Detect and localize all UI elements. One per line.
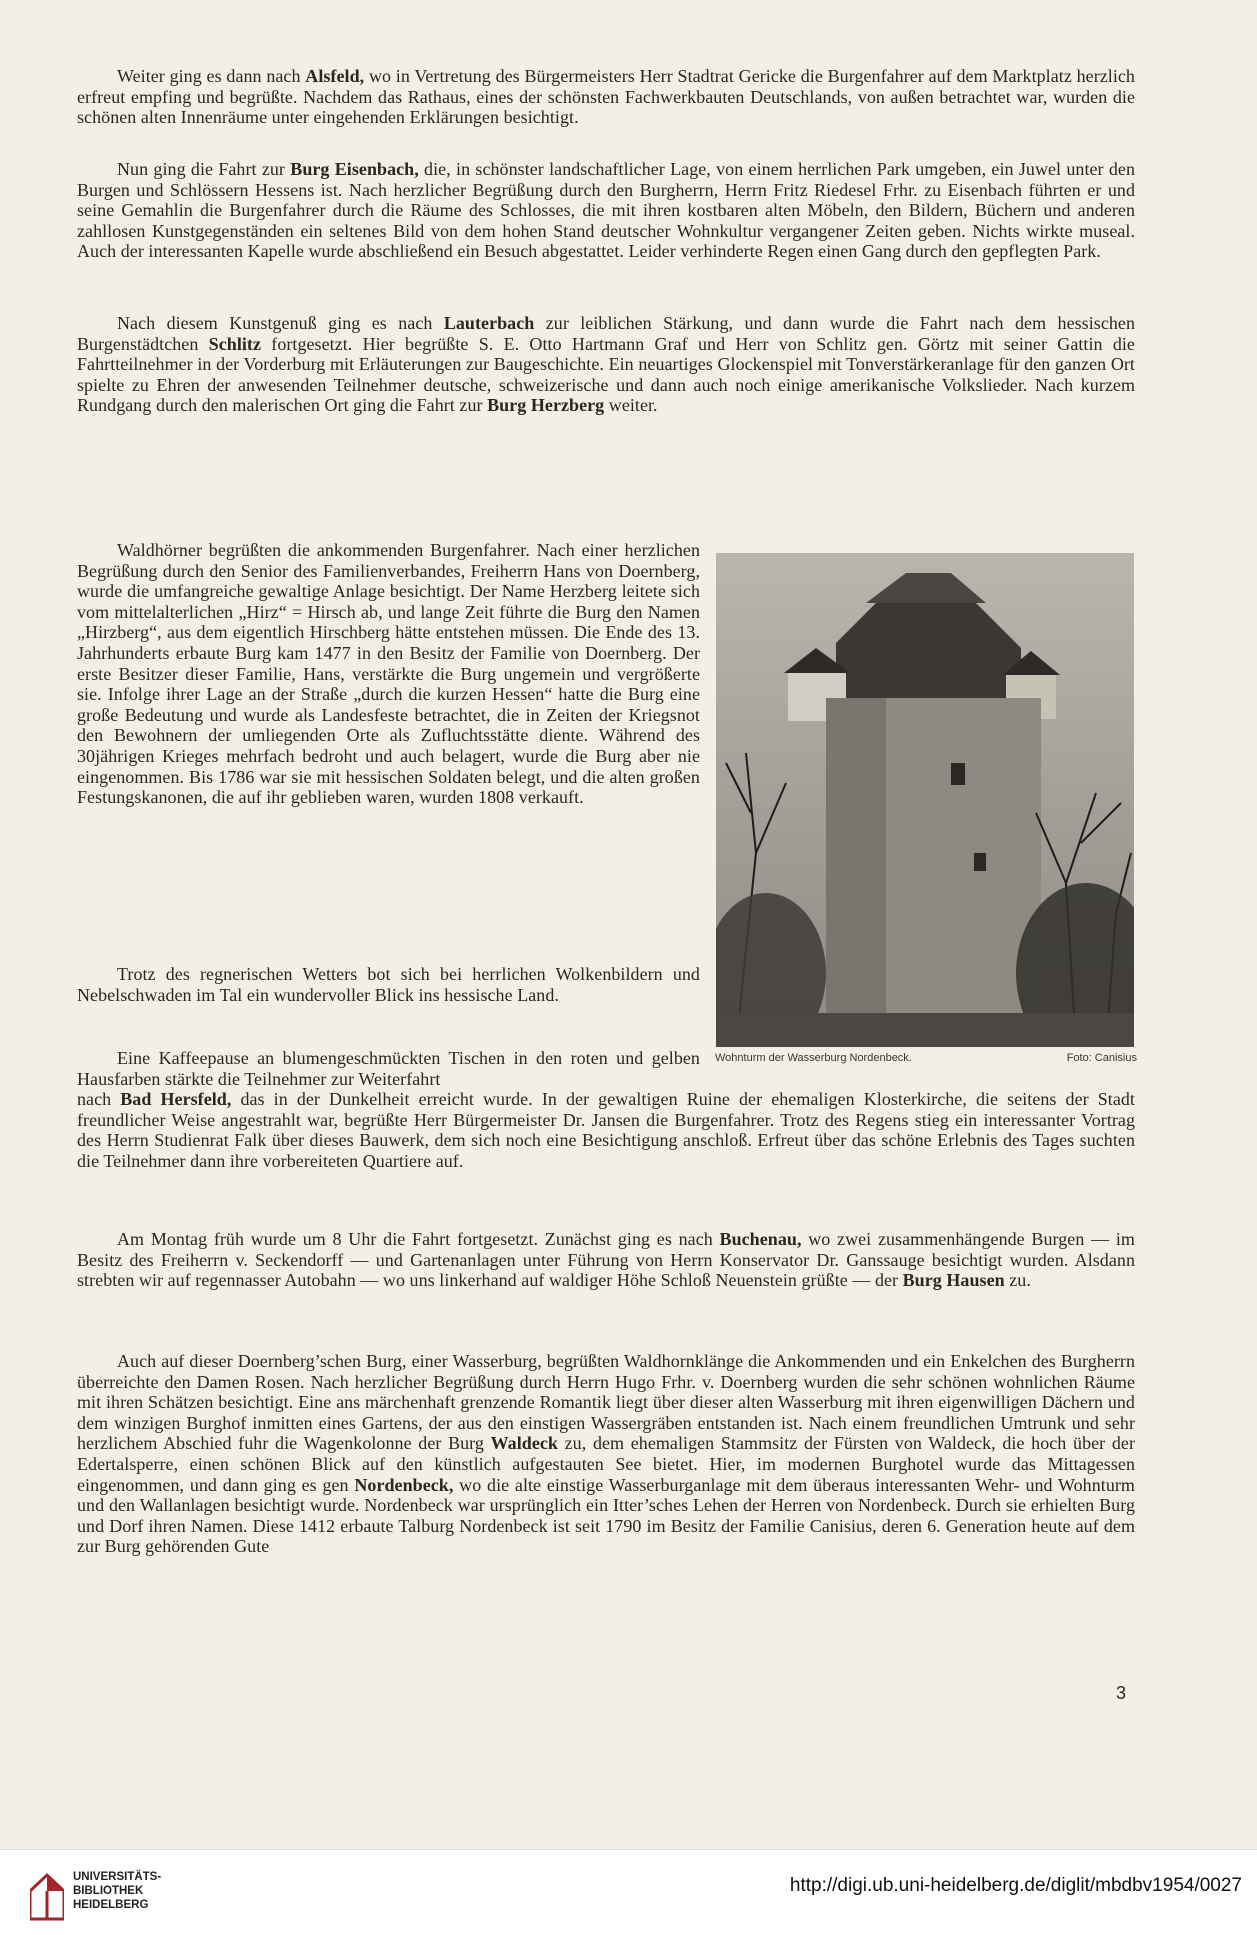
university-library-logo-icon[interactable] — [30, 1865, 64, 1921]
tower-photo-image — [716, 553, 1134, 1047]
text-run: wo in Vertretung des Bürgermeisters Herr Stadtrat Gericke die Burgenfahrer auf dem Marktplatz herzlich erfreut empfing und begrüßte. Nachdem das Rathaus, eines der schönsten Fachwerkbauten Deutschlands, von außen betrachtet war, wurden die schönen alten Innenräume unter eingehenden Erklärungen besichtigt. — [77, 66, 1135, 128]
text-run: weiter. — [604, 395, 658, 416]
paragraph-lauterbach-schlitz — [77, 313, 1135, 416]
footer-bar — [0, 1849, 1257, 1935]
place-name: Waldeck — [490, 1433, 558, 1454]
photo-caption — [715, 1052, 1137, 1064]
page-number: 3 — [1116, 1683, 1127, 1703]
text-run: die, in schönster landschaftlicher Lage, von einem herrlichen Park umgeben, ein Juwel unter den Burgen und Schlössern Hessens ist. Nach herzlicher Begrüßung durch den Burgherrn, Herrn Fritz Riedesel Frhr. zu Eisenbach führten er und seine Gemahlin die Burgenfahrer durch die Räume des Schlosses, die mit ihren kostbaren alten Möbeln, den Bildern, Büchern und anderen zahllosen Kunstgegenständen ein seltenes Bild von dem hohen Stand deutscher Wohnkultur vergangener Zeiten geben. Nichts wirkte museal. Auch der interessanten Kapelle wurde abschließend ein Besuch abgestattet. Leider verhinderte Regen einen Gang durch den gepflegten Park. — [77, 159, 1136, 262]
text-run: nach — [77, 1089, 121, 1109]
text-run: wo die alte einstige Wasserburganlage mit dem überaus interessanten Wehr- und Wohnturm und den Wallanlagen besichtigt wurde. Nordenbeck war ursprünglich ein Itter’sches Lehen der Herren von Nordenbeck. Durch sie erhielten Burg und Dorf ihren Namen. Diese 1412 erbaute Talburg Nordenbeck ist seit 1790 im Besitz der Familie Canisius, deren 6. Generation heute auf dem zur Burg gehörenden Gute — [77, 1474, 1135, 1557]
permalink-url[interactable]: http://digi.ub.uni-heidelberg.de/diglit/mbdbv1954/0027 — [789, 1875, 1242, 1896]
paragraph-kaffeepause-start: Eine Kaffeepause an blumengeschmückten Tischen in den roten und gelben Hausfarben stärkte die Teilnehmer zur Weiterfahrt — [77, 1048, 700, 1089]
paragraph-nordenbeck — [77, 1351, 1135, 1557]
paragraph-alsfeld — [77, 66, 1135, 128]
place-name: Burg Eisenbach, — [290, 159, 419, 179]
text-run: zu. — [1004, 1270, 1031, 1291]
caption-text: Wohnturm der Wasserburg Nordenbeck. — [715, 1052, 912, 1064]
text-run: Auch auf dieser Doernberg’schen Burg, einer Wasserburg, begrüßten Waldhornklänge die Ankommenden und ein Enkelchen des Burgherrn überreichte den Damen Rosen. Nach herzlicher Begrüßung durch Herrn Hugo Frhr. v. Doernberg wurden die sehr schönen wohnlichen Räume mit ihren Schätzen besichtigt. Eine ans märchenhaft grenzende Romantik liegt über dieser alten Wasserburg mit ihren eigenwilligen Dächern und dem winzigen Burghof inmitten eines Gartens, der aus den einstigen Wassergräben entstanden ist. Nach einem freundlichen Umtrunk und sehr herzlichem Abschied fuhr die Wagenkolonne der Burg — [77, 1351, 1135, 1454]
text-run: Am Montag früh wurde um 8 Uhr die Fahrt fortgesetzt. Zunächst ging es nach — [117, 1229, 720, 1249]
place-name: Schlitz — [208, 333, 262, 354]
text-run: Nach diesem Kunstgenuß ging es nach — [117, 313, 444, 333]
place-name: Burg Hausen — [902, 1270, 1005, 1291]
text-run: Nun ging die Fahrt zur — [117, 159, 291, 179]
text-run: zur leiblichen Stärkung, und dann wurde die Fahrt nach dem hessischen Burgenstädtchen — [77, 313, 1136, 354]
place-name: Lauterbach — [443, 313, 535, 333]
text-run: zu, dem ehemaligen Stammsitz der Fürsten von Waldeck, die hoch über der Edertalsperre, einen schönen Blick auf den künstlich aufgestauten See bietet. Hier, im modernen Burghotel wurde das Mittagessen eingenommen, und dann ging es gen — [77, 1433, 1135, 1495]
paragraph-buchenau — [77, 1229, 1135, 1291]
place-name: Alsfeld, — [305, 66, 365, 86]
place-name: Bad Hersfeld, — [120, 1089, 232, 1109]
library-name: UNIVERSITÄTS- BIBLIOTHEK HEIDELBERG — [73, 1871, 162, 1911]
place-name: Buchenau, — [719, 1229, 802, 1249]
tower-photo — [716, 553, 1134, 1047]
photo-credit: Foto: Canisius — [1066, 1052, 1137, 1064]
text-run: fortgesetzt. Hier begrüßte S. E. Otto Hartmann Graf und Herr von Schlitz gen. Görtz mit seiner Gattin die Fahrtteilnehmer in der Vorderburg mit Erläuterungen zur Baugeschichte. Ein neuartiges Glockenspiel mit Tonverstärkeranlage für den ganzen Ort spielte zu Ehren der anwesenden Teilnehmer deutsche, schweizerische und dann auch noch einige amerikanische Volkslieder. Nach kurzem Rundgang durch den malerischen Ort ging die Fahrt zur — [77, 333, 1135, 416]
text-run: wo zwei zusammenhängende Burgen — im Besitz des Freiherrn v. Seckendorff — und Gartenanlagen unter Führung von Herrn Konservator Dr. Ganssauge besichtigt wurden. Alsdann strebten wir auf regennasser Autobahn — wo uns linkerhand auf waldiger Höhe Schloß Neuenstein grüßte — der — [77, 1229, 1135, 1291]
place-name: Nordenbeck, — [354, 1474, 454, 1495]
paragraph-hersfeld — [77, 1089, 1135, 1171]
text-run: Weiter ging es dann nach — [117, 66, 306, 86]
paragraph-eisenbach — [77, 159, 1135, 262]
place-name: Burg Herzberg — [487, 395, 605, 416]
text-run: das in der Dunkelheit erreicht wurde. In der gewaltigen Ruine der ehemaligen Klosterkirche, die seitens der Stadt freundlicher Weise angestrahlt war, begrüßte Herr Bürgermeister Dr. Jansen die Burgenfahrer. Trotz des Regens stieg ein interessanter Vortrag des Herrn Studienrat Falk über dieses Bauwerk, dem sich noch eine Besichtigung anschloß. Erfreut über das schöne Erlebnis des Tages suchten die Teilnehmer dann ihre vorbereiteten Quartiere auf. — [77, 1089, 1135, 1171]
paragraph-herzberg: Waldhörner begrüßten die ankommenden Burgenfahrer. Nach einer herzlichen Begrüßung durch den Senior des Familienverbandes, Freiherrn Hans von Doernberg, wurde die umfangreiche gewaltige Anlage besichtigt. Der Name Herzberg leitete sich vom mittelalterlichen „Hirz“ = Hirsch ab, und lange Zeit führte die Burg den Namen „Hirzberg“, aus dem eigentlich Hirschberg hätte entstehen müssen. Die Ende des 13. Jahrhunderts erbaute Burg kam 1477 in den Besitz der Familie von Doernberg. Der erste Besitzer dieser Familie, Hans, verstärkte die Burg ungemein und vergrößerte sie. Infolge ihrer Lage an der Straße „durch die kurzen Hessen“ hatte die Burg eine große Bedeutung und wurde als Landesfeste betrachtet, die in Zeiten der Kriegsnot den Bewohnern der umliegenden Orte als Zufluchtsstätte diente. Während des 30jährigen Krieges mehrfach bedroht und auch belagert, wurde die Burg aber nie eingenommen. Bis 1786 war sie mit hessischen Soldaten belegt, und die alten großen Festungskanonen, die auf ihr geblieben waren, wurden 1808 verkauft. — [77, 540, 700, 808]
paragraph-weather: Trotz des regnerischen Wetters bot sich bei herrlichen Wolkenbildern und Nebelschwaden im Tal ein wundervoller Blick ins hessische Land. — [77, 964, 700, 1005]
